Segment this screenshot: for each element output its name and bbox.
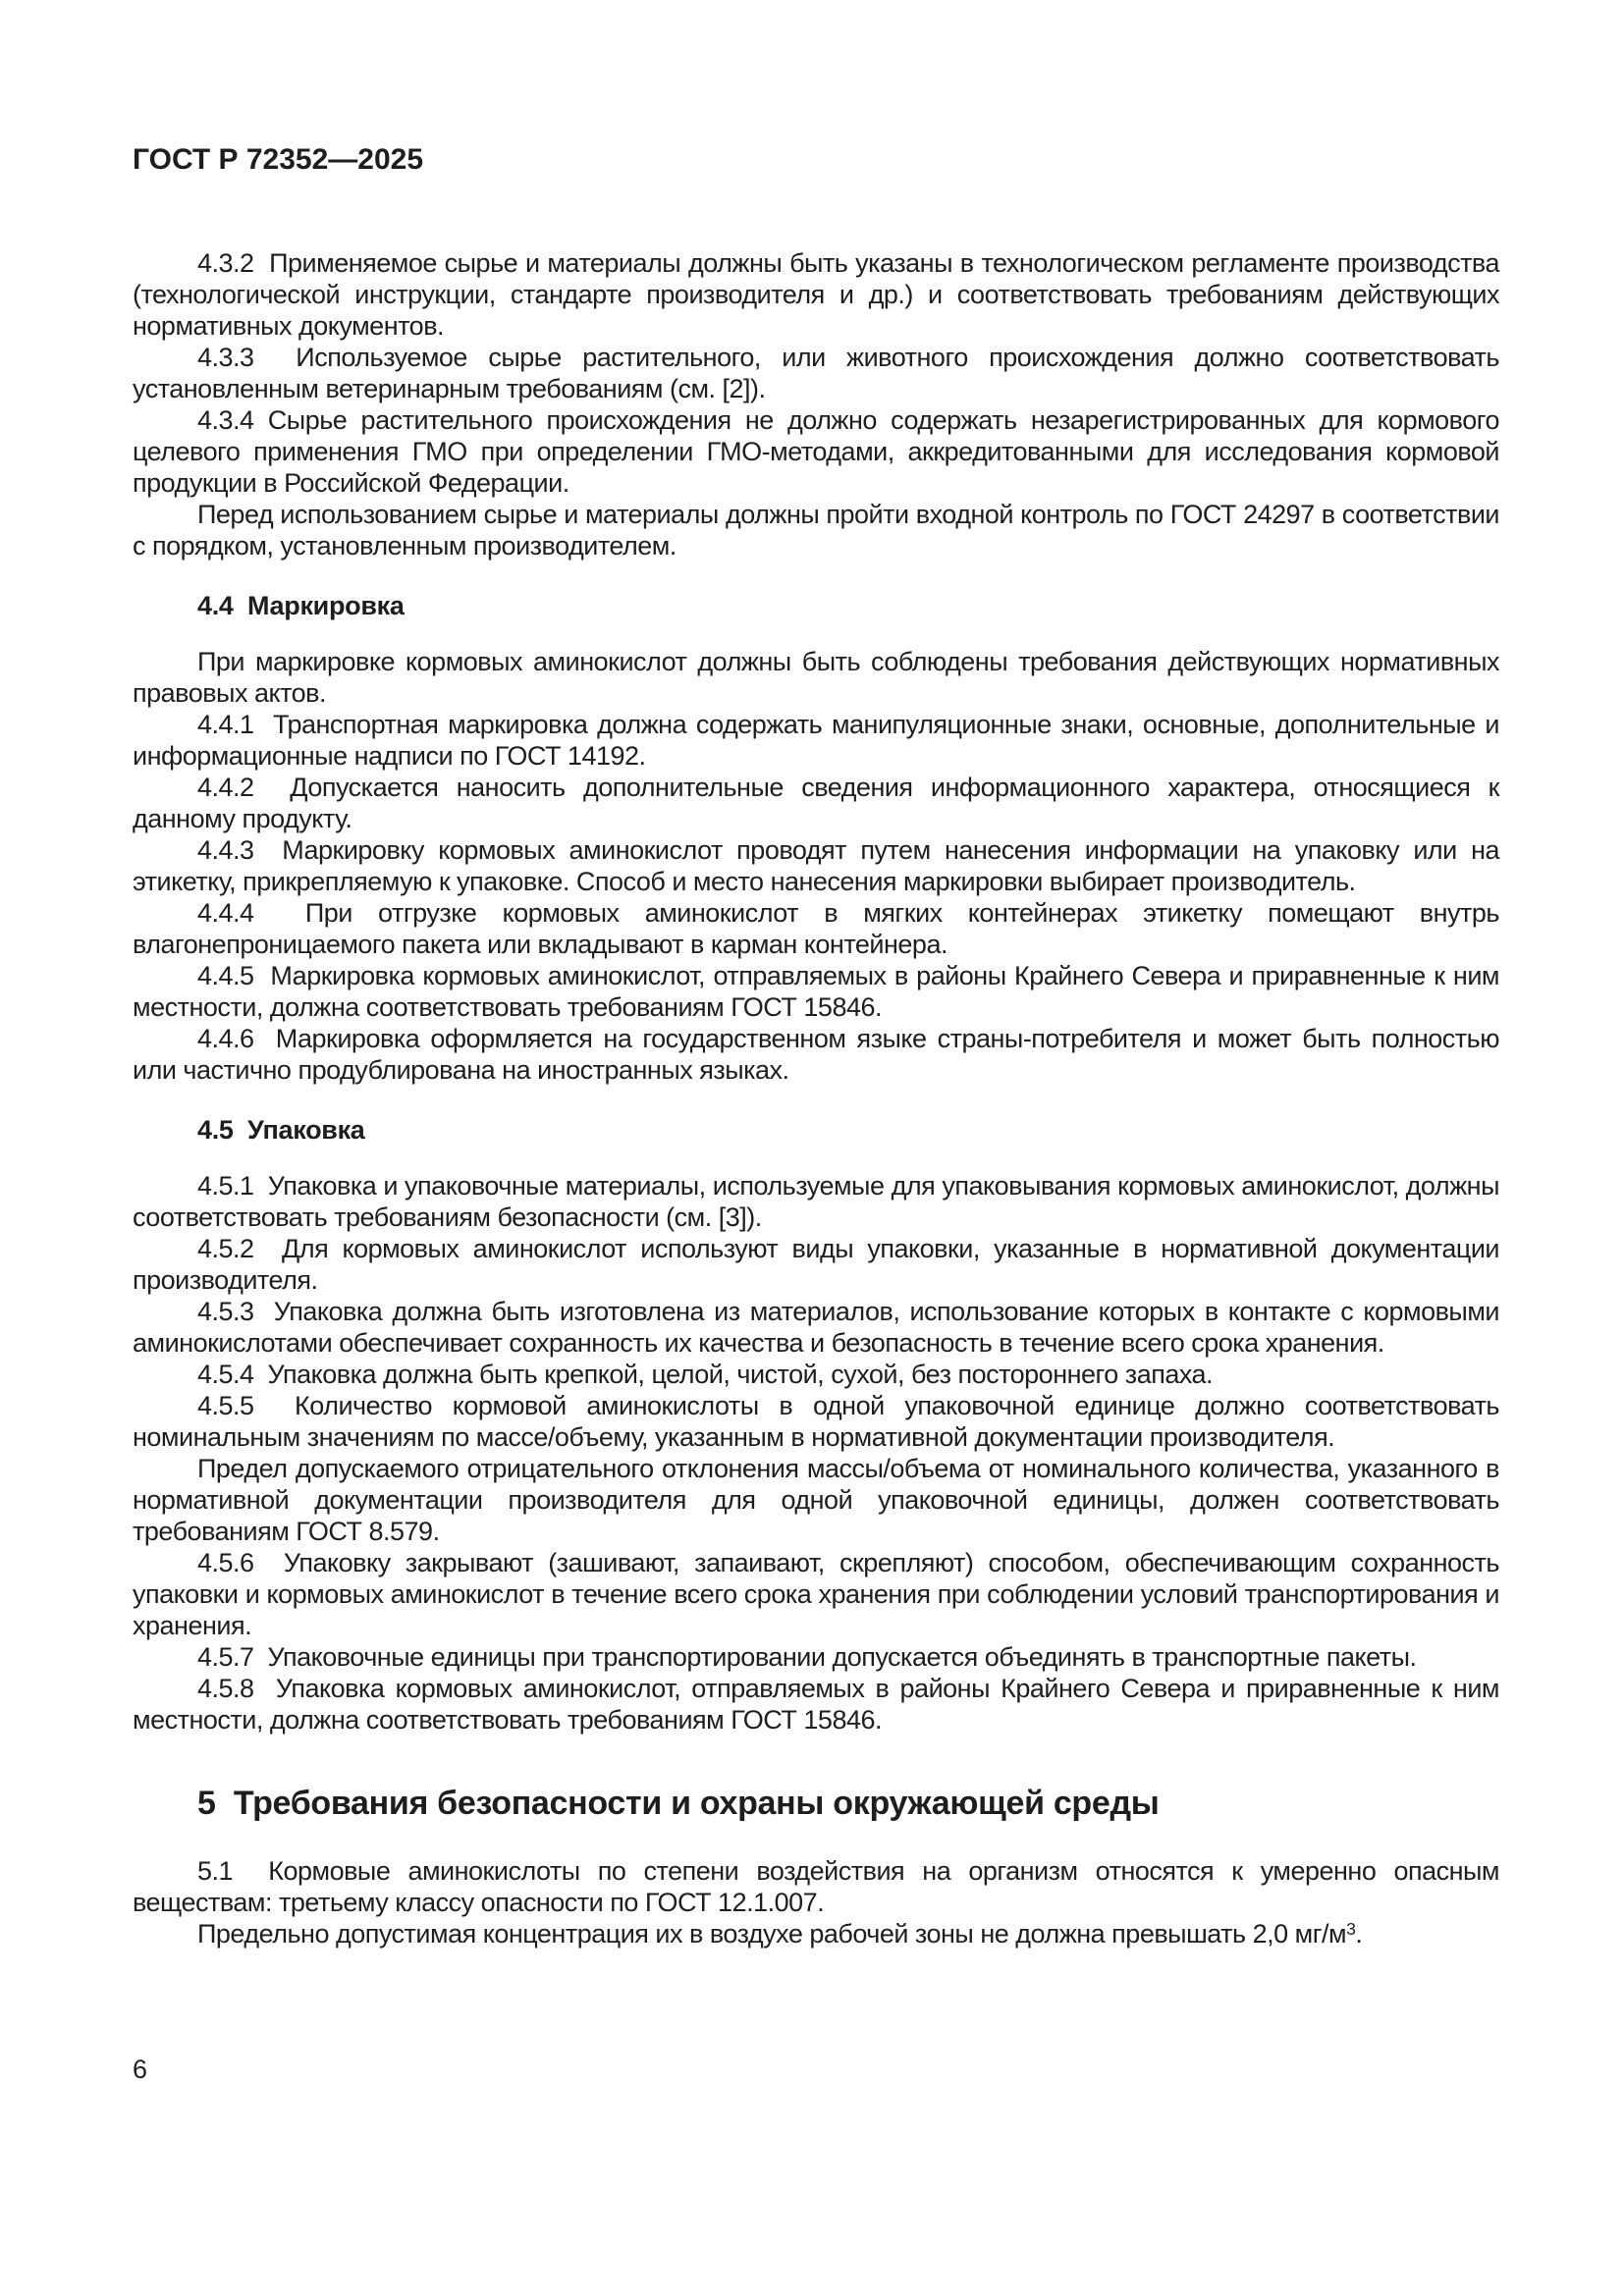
paragraph-max-concentration: [133, 1918, 1499, 1949]
clause-4-5-7: 4.5.7 Упаковочные единицы при транспортировании допускается объединять в транспортные пакеты.: [197, 1642, 1417, 1672]
clause-4-5-8: 4.5.8 Упаковка кормовых аминокислот, отправляемых в районы Крайнего Севера и приравненные к ним местности, должна соответствовать требованиям ГОСТ 15846.: [133, 1674, 1499, 1735]
paragraph-incoming-control: Перед использованием сырье и материалы должны пройти входной контроль по ГОСТ 24297 в соответствии с порядком, установленным производителем.: [133, 500, 1499, 561]
max-concentration-text: Предельно допустимая концентрация их в воздухе рабочей зоны не должна превышать 2,0 мг/м: [197, 1919, 1347, 1949]
clause-4-4-3: 4.4.3 Маркировку кормовых аминокислот проводят путем нанесения информации на упаковку или на этикетку, прикрепляемую к упаковке. Способ и место нанесения маркировки выбирает производитель.: [133, 835, 1499, 896]
clause-4-4-2: 4.4.2 Допускается наносить дополнительные сведения информационного характера, относящиеся к данному продукту.: [133, 773, 1499, 833]
max-concentration-tail: .: [1355, 1919, 1363, 1949]
superscript-cubed: 3: [1346, 1919, 1356, 1940]
clause-4-5-5: 4.5.5 Количество кормовой аминокислоты в одной упаковочной единице должно соответствовать номинальным значениям по массе/объему, указанным в нормативной документации производителя.: [133, 1391, 1499, 1452]
document-code: ГОСТ Р 72352—2025: [133, 143, 424, 176]
heading-4-4-marking: 4.4 Маркировка: [197, 591, 405, 620]
clause-5-1: 5.1 Кормовые аминокислоты по степени воздействия на организм относятся к умеренно опасным веществам: третьему классу опасности по ГОСТ 12.1.007.: [133, 1856, 1499, 1917]
clause-4-3-2: 4.3.2 Применяемое сырье и материалы должны быть указаны в технологическом регламенте производства (технологической инструкции, стандарте производителя и др.) и соответствовать требованиям действующих нормативных документов.: [133, 248, 1499, 341]
clause-4-4-6: 4.4.6 Маркировка оформляется на государственном языке страны-потребителя и может быть полностью или частично продублирована на иностранных языках.: [133, 1024, 1499, 1085]
page-number: 6: [133, 2055, 148, 2084]
heading-4-5-packaging: 4.5 Упаковка: [197, 1115, 365, 1145]
clause-4-4-5: 4.4.5 Маркировка кормовых аминокислот, отправляемых в районы Крайнего Севера и приравненные к ним местности, должна соответствовать требованиям ГОСТ 15846.: [133, 961, 1499, 1022]
clause-4-5-2: 4.5.2 Для кормовых аминокислот используют виды упаковки, указанные в нормативной документации производителя.: [133, 1234, 1499, 1295]
clause-4-3-4: 4.3.4 Сырье растительного происхождения не должно содержать незарегистрированных для кормового целевого применения ГМО при определении ГМО-методами, аккредитованными для исследования кормовой продукции в Российской Федерации.: [133, 405, 1499, 498]
clause-4-5-4: 4.5.4 Упаковка должна быть крепкой, целой, чистой, сухой, без постороннего запаха.: [197, 1360, 1214, 1389]
clause-4-5-6: 4.5.6 Упаковку закрывают (зашивают, запаивают, скрепляют) способом, обеспечивающим сохранность упаковки и кормовых аминокислот в течение всего срока хранения при соблюдении условий транспортирования и хранения.: [133, 1548, 1499, 1640]
document-body: [133, 247, 1499, 1949]
clause-4-4-4: 4.4.4 При отгрузке кормовых аминокислот в мягких контейнерах этикетку помещают внутрь влагонепроницаемого пакета или вкладывают в карман контейнера.: [133, 898, 1499, 959]
clause-4-3-3: 4.3.3 Используемое сырье растительного, или животного происхождения должно соответствовать установленным ветеринарным требованиям (см. [2]).: [133, 343, 1499, 403]
clause-4-4-1: 4.4.1 Транспортная маркировка должна содержать манипуляционные знаки, основные, дополнительные и информационные надписи по ГОСТ 14192.: [133, 710, 1499, 771]
heading-5-safety: 5 Требования безопасности и охраны окружающей среды: [197, 1785, 1160, 1822]
paragraph-deviation-limit: Предел допускаемого отрицательного отклонения массы/объема от номинального количества, указанного в нормативной документации производителя для одной упаковочной единицы, должен соответствовать требованиям ГОСТ 8.579.: [133, 1454, 1499, 1546]
clause-4-5-1: 4.5.1 Упаковка и упаковочные материалы, используемые для упаковывания кормовых аминокислот, должны соответствовать требованиям безопасности (см. [3]).: [133, 1171, 1499, 1232]
paragraph-marking-general: При маркировке кормовых аминокислот должны быть соблюдены требования действующих нормативных правовых актов.: [133, 647, 1499, 708]
clause-4-5-3: 4.5.3 Упаковка должна быть изготовлена из материалов, использование которых в контакте с кормовыми аминокислотами обеспечивает сохранность их качества и безопасность в течение всего срока хранения.: [133, 1297, 1499, 1358]
